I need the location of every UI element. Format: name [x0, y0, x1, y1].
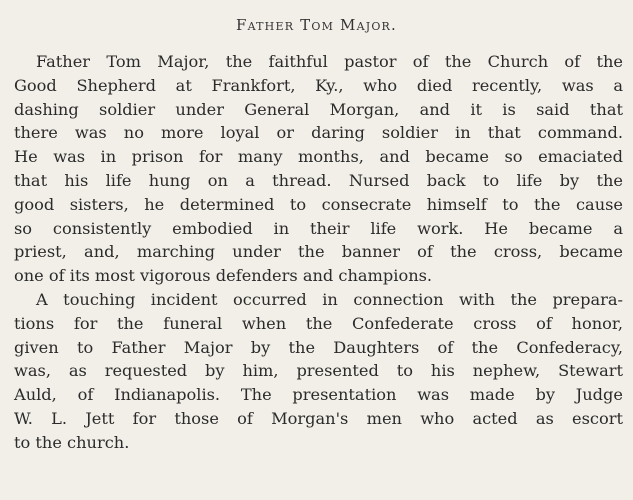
- text-line: Good Shepherd at Frankfort, Ky., who died recently, was a: [14, 75, 623, 95]
- article-title: Father Tom Major.: [236, 16, 397, 34]
- text-line: Auld, of Indianapolis. The presentation was made by Judge: [14, 385, 623, 405]
- text-line: that his life hung on a thread. Nursed back to life by the: [14, 170, 623, 190]
- text-line: priest, and, marching under the banner of the cross, became: [14, 242, 623, 262]
- paragraph-1: [14, 50, 623, 288]
- text-line: A touching incident occurred in connection with the prepara-: [36, 289, 623, 309]
- text-line: one of its most vigorous defenders and champions.: [14, 266, 433, 286]
- text-line: tions for the funeral when the Confederate cross of honor,: [14, 313, 623, 333]
- text-line: good sisters, he determined to consecrate himself to the cause: [14, 194, 623, 214]
- paragraph-2: [14, 288, 623, 455]
- text-line: He was in prison for many months, and became so emaciated: [14, 147, 623, 167]
- text-line: there was no more loyal or daring soldier in that command.: [14, 123, 623, 143]
- text-line: given to Father Major by the Daughters of the Confederacy,: [14, 337, 623, 357]
- text-line: dashing soldier under General Morgan, and it is said that: [14, 99, 623, 119]
- article-body: [14, 50, 623, 455]
- text-line: so consistently embodied in their life work. He became a: [14, 218, 623, 238]
- text-line: W. L. Jett for those of Morgan's men who acted as escort: [14, 408, 623, 428]
- text-line: was, as requested by him, presented to his nephew, Stewart: [14, 361, 623, 381]
- text-line: Father Tom Major, the faithful pastor of the Church of the: [36, 52, 623, 71]
- text-line: to the church.: [14, 432, 130, 452]
